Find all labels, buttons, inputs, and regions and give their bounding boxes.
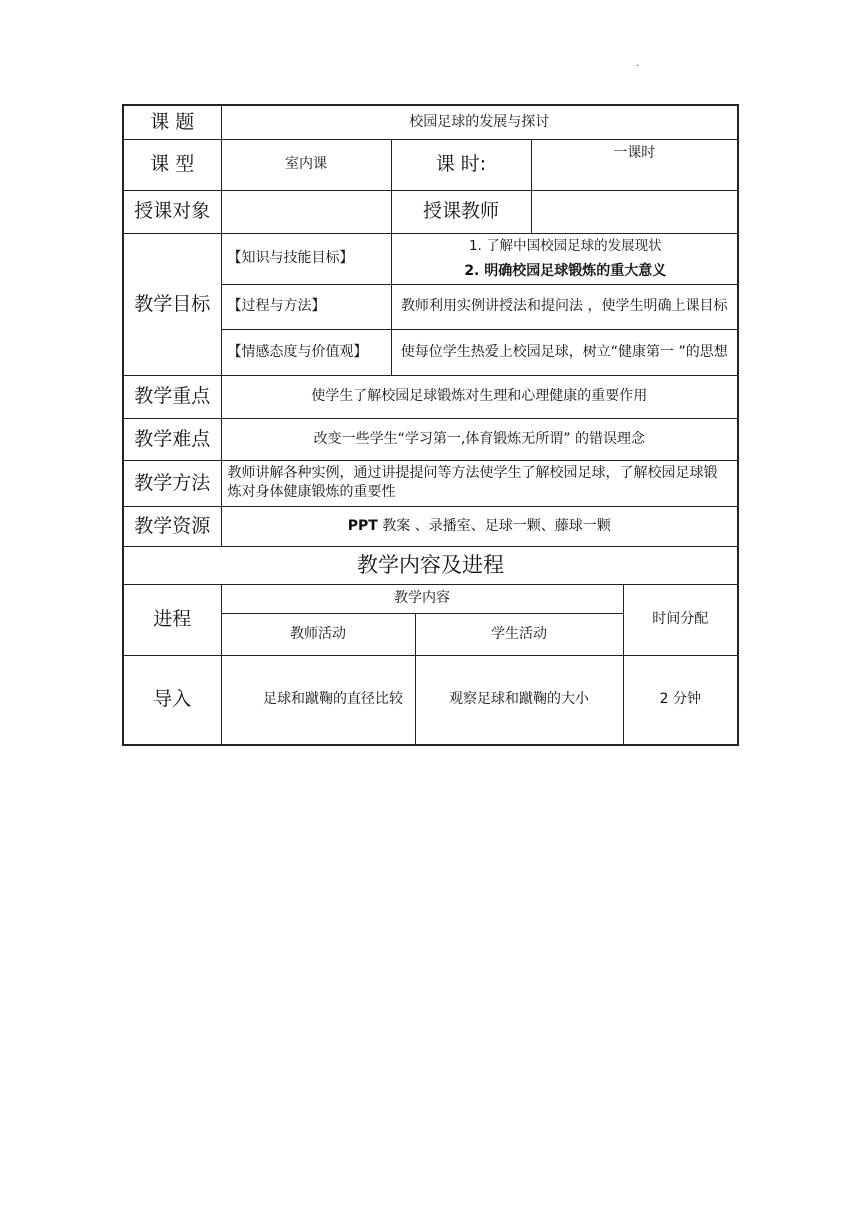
progress-header-row bbox=[123, 584, 738, 613]
resources-ppt: PPT bbox=[347, 517, 378, 534]
stage-header: 进程 bbox=[123, 584, 221, 655]
resources-value bbox=[221, 506, 738, 546]
content-header: 教学内容 bbox=[221, 584, 623, 613]
key-point-label: 教学重点 bbox=[123, 375, 221, 418]
resources-label: 教学资源 bbox=[123, 506, 221, 546]
knowledge-item: 1. 了解中国校园足球的发展现状 bbox=[468, 237, 662, 254]
process-label: 【过程与方法】 bbox=[221, 284, 391, 329]
method-row bbox=[123, 460, 738, 506]
section-title: 教学内容及进程 bbox=[123, 546, 738, 584]
type-label: 课 型 bbox=[123, 139, 221, 190]
teacher-value bbox=[531, 190, 738, 233]
stage-cell: 导入 bbox=[123, 655, 221, 745]
resources-rest: 教案 、录播室、足球一颗、藤球一颗 bbox=[377, 517, 611, 534]
method-label: 教学方法 bbox=[123, 460, 221, 506]
key-point-row bbox=[123, 375, 738, 418]
emotion-value: 使每位学生热爱上校园足球，树立“健康第一 ”的思想 bbox=[391, 329, 738, 375]
topic-row bbox=[123, 105, 738, 139]
difficulty-label: 教学难点 bbox=[123, 418, 221, 460]
hours-label: 课 时: bbox=[391, 139, 531, 190]
time-cell: 2 分钟 bbox=[623, 655, 738, 745]
resources-row bbox=[123, 506, 738, 546]
topic-value: 校园足球的发展与探讨 bbox=[221, 105, 738, 139]
time-header: 时间分配 bbox=[623, 584, 738, 655]
topic-label: 课 题 bbox=[123, 105, 221, 139]
difficulty-row bbox=[123, 418, 738, 460]
method-value: 教师讲解各种实例，通过讲提提问等方法使学生了解校园足球，了解校园足球锻炼对身体健康锻炼的重要性 bbox=[221, 460, 738, 506]
key-point-value: 使学生了解校园足球锻炼对生理和心理健康的重要作用 bbox=[221, 375, 738, 418]
teacher-activity-cell: 足球和蹴鞠的直径比较 bbox=[221, 655, 415, 745]
difficulty-value: 改变一些学生“学习第一,体育锻炼无所谓” 的错误理念 bbox=[221, 418, 738, 460]
page-marker: . bbox=[636, 58, 640, 69]
teacher-label: 授课教师 bbox=[391, 190, 531, 233]
type-value: 室内课 bbox=[221, 139, 391, 190]
audience-value bbox=[221, 190, 391, 233]
emotion-label: 【情感态度与价值观】 bbox=[221, 329, 391, 375]
process-value: 教师利用实例讲授法和提问法 ，使学生明确上课目标 bbox=[391, 284, 738, 329]
student-activity-header: 学生活动 bbox=[415, 613, 623, 655]
section-row bbox=[123, 546, 738, 584]
knowledge-label: 【知识与技能目标】 bbox=[221, 233, 391, 284]
teacher-activity-header: 教师活动 bbox=[221, 613, 415, 655]
table-row bbox=[123, 655, 738, 745]
knowledge-item: 2. 明确校园足球锻炼的重大意义 bbox=[464, 262, 667, 279]
audience-row bbox=[123, 190, 738, 233]
lesson-plan-table bbox=[122, 104, 739, 746]
goals-knowledge-row bbox=[123, 233, 738, 284]
type-row bbox=[123, 139, 738, 190]
student-activity-cell: 观察足球和蹴鞠的大小 bbox=[415, 655, 623, 745]
goals-label: 教学目标 bbox=[123, 233, 221, 375]
knowledge-items bbox=[391, 233, 738, 284]
audience-label: 授课对象 bbox=[123, 190, 221, 233]
hours-value: 一课时 bbox=[531, 139, 738, 190]
